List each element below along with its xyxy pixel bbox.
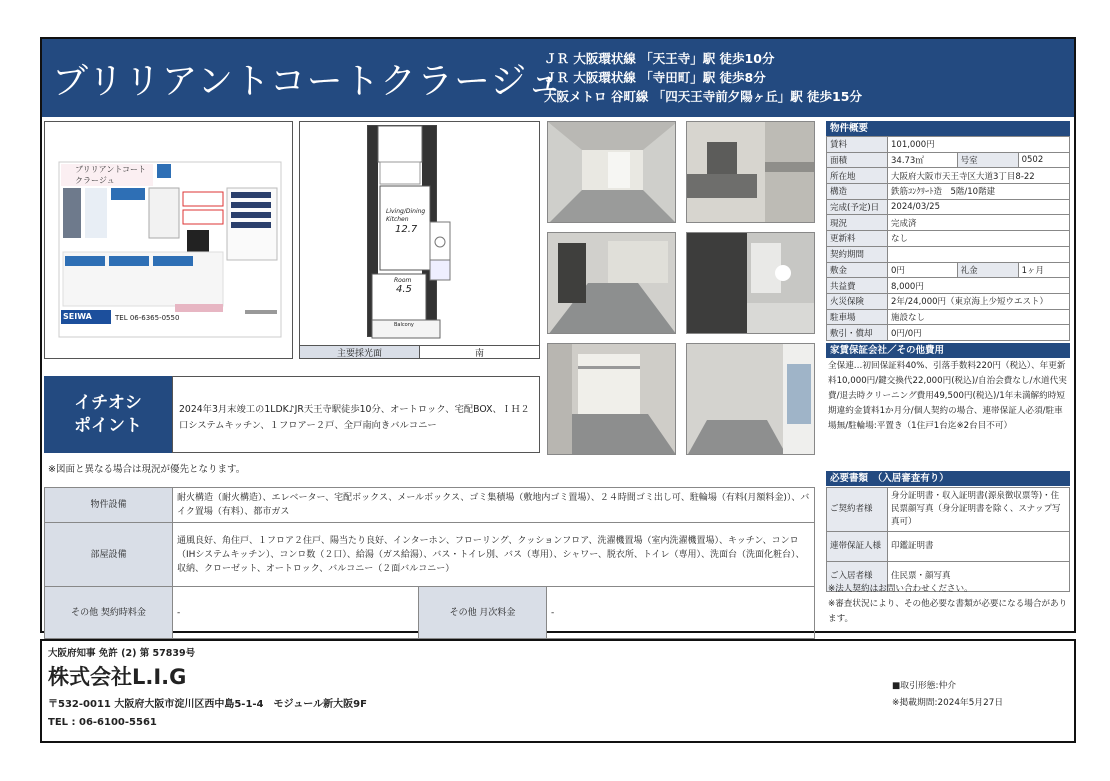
status-value: 完成済 bbox=[888, 215, 1070, 231]
photo-balcony-room[interactable] bbox=[686, 343, 815, 455]
pitch-label-line2: ポイント bbox=[74, 415, 142, 436]
structure-label: 構造 bbox=[827, 184, 888, 200]
table-row bbox=[827, 231, 1070, 247]
flyer-thumbnail[interactable] bbox=[44, 121, 293, 359]
agency-footer bbox=[40, 639, 1076, 743]
parking-label: 駐車場 bbox=[827, 309, 888, 325]
insurance-label: 火災保険 bbox=[827, 293, 888, 309]
sunlight-label: 主要採光面 bbox=[300, 346, 420, 358]
rent-label: 賃料 bbox=[827, 137, 888, 153]
monthly-fee-value: - bbox=[547, 587, 815, 639]
doc-contractor-label: ご契約者様 bbox=[827, 488, 888, 532]
property-name: ブリリアントコートクラージュ bbox=[52, 61, 564, 102]
doc-guarantor-value: 印鑑証明書 bbox=[888, 532, 1070, 562]
photo-bathroom[interactable] bbox=[686, 232, 815, 334]
pitch-label-line1: イチオシ bbox=[74, 392, 142, 413]
renewal-label: 更新料 bbox=[827, 231, 888, 247]
company-address: 〒532-0011 大阪府大阪市淀川区西中島5-1-4 モジュール新大阪9F bbox=[48, 699, 367, 710]
address-value: 大阪府大阪市天王寺区大道3丁目8-22 bbox=[888, 168, 1070, 184]
structure-value: 鉄筋ｺﾝｸﾘｰﾄ造 5階/10階建 bbox=[888, 184, 1070, 200]
photo-room[interactable] bbox=[547, 232, 676, 334]
deduction-label: 敷引・償却 bbox=[827, 325, 888, 341]
flyer-company: SEIWA bbox=[63, 312, 92, 321]
deposit-value: 0円 bbox=[888, 262, 958, 278]
documents-notes bbox=[828, 582, 1068, 627]
flyer-tel: TEL 06-6365-0550 bbox=[115, 314, 180, 322]
table-row bbox=[45, 488, 815, 523]
pitch-text: 2024年3月末竣工の1LDK♪JR天王寺駅徒歩10分、オートロック、宅配BOX、ＩＨ２口システムキッチン、１フロアー２戸、全戸南向きバルコニー bbox=[172, 376, 540, 453]
table-row bbox=[827, 246, 1070, 262]
sunlight-value: 南 bbox=[474, 348, 484, 359]
table-row bbox=[45, 523, 815, 587]
table-row bbox=[827, 262, 1070, 278]
station-1: ＪＲ 大阪環状線 「天王寺」駅 徒歩10分 bbox=[544, 51, 775, 66]
building-features-label: 物件設備 bbox=[45, 488, 173, 523]
station-list bbox=[544, 49, 862, 106]
room-no-value: 0502 bbox=[1018, 152, 1069, 168]
contract-fee-value: - bbox=[173, 587, 419, 639]
company-name: 株式会社L.I.G bbox=[48, 665, 187, 689]
room-size: 4.5 bbox=[396, 284, 412, 295]
room-no-label: 号室 bbox=[957, 152, 1018, 168]
priority-note: ※図面と異なる場合は現況が優先となります。 bbox=[48, 464, 246, 475]
ldk-label: Living/Dining Kitchen bbox=[386, 208, 426, 223]
table-row bbox=[827, 488, 1070, 532]
status-label: 現況 bbox=[827, 215, 888, 231]
pitch-label bbox=[44, 376, 172, 453]
doc-note-1: ※法人契約はお問い合わせください。 bbox=[828, 584, 973, 594]
deal-type: ■取引形態:仲介 bbox=[892, 681, 957, 691]
monthly-fee-label: その他 月次料金 bbox=[419, 587, 547, 639]
floor-plan[interactable] bbox=[299, 121, 540, 359]
table-row bbox=[827, 152, 1070, 168]
features-table bbox=[44, 487, 815, 639]
guarantee-text: 全保連…初回保証料40%、引落手数料220円（税込）、年更新料10,000円/鍵交換代22,000円(税込)/自治会費なし/水道代実費/退去時クリーニング費用49,500円(税込)/1年未満解約時短期違約金賃料1か月分/個人契約の場合、連帯保証人必須/駐車場無/駐輪場:平置き（1住戸1台迄※2台目不可） bbox=[828, 361, 1067, 431]
building-features-value: 耐火構造（耐火構造）、エレベーター、宅配ボックス、メールボックス、ゴミ集積場（敷地内ゴミ置場）、２４時間ゴミ出し可、駐輪場（有料(月額料金)）、バイク置場（有料）、都市ガス bbox=[173, 488, 815, 523]
renewal-value: なし bbox=[888, 231, 1070, 247]
table-row bbox=[827, 325, 1070, 341]
photo-ldk[interactable] bbox=[547, 121, 676, 223]
doc-contractor-value: 身分証明書・収入証明書(源泉徴収票等)・住民票顔写真（身分証明書を除く、スナップ写真可） bbox=[888, 488, 1070, 532]
table-row bbox=[45, 587, 815, 639]
common-fee-value: 8,000円 bbox=[888, 278, 1070, 294]
table-row bbox=[827, 532, 1070, 562]
contract-term-value bbox=[888, 246, 1070, 262]
table-row bbox=[827, 199, 1070, 215]
rent-value: 101,000円 bbox=[888, 137, 1070, 153]
key-money-value: 1ヶ月 bbox=[1018, 262, 1069, 278]
license-number: 大阪府知事 免許 (2) 第 57839号 bbox=[48, 648, 196, 659]
overview-title: 物件概要 bbox=[826, 121, 1070, 136]
doc-guarantor-label: 連帯保証人様 bbox=[827, 532, 888, 562]
flyer-image bbox=[45, 122, 294, 360]
table-row bbox=[827, 215, 1070, 231]
insurance-value: 2年/24,000円（東京海上少短ウエスト） bbox=[888, 293, 1070, 309]
common-fee-label: 共益費 bbox=[827, 278, 888, 294]
area-value: 34.73㎡ bbox=[888, 152, 958, 168]
overview-table bbox=[826, 136, 1070, 341]
doc-resident-value: 住民票・顔写真 bbox=[888, 562, 1070, 592]
table-row bbox=[827, 293, 1070, 309]
doc-resident-label: ご入居者様 bbox=[827, 562, 888, 592]
balcony-label: Balcony bbox=[394, 322, 414, 328]
photo-closet[interactable] bbox=[547, 343, 676, 455]
area-label: 面積 bbox=[827, 152, 888, 168]
key-money-label: 礼金 bbox=[957, 262, 1018, 278]
completion-value: 2024/03/25 bbox=[888, 199, 1070, 215]
deduction-value: 0円/0円 bbox=[888, 325, 1070, 341]
floor-plan-drawing bbox=[300, 122, 541, 360]
table-row bbox=[827, 309, 1070, 325]
header-banner bbox=[42, 39, 1074, 117]
table-row bbox=[827, 184, 1070, 200]
room-label: Room bbox=[394, 277, 412, 284]
station-3: 大阪メトロ 谷町線 「四天王寺前夕陽ヶ丘」駅 徒歩15分 bbox=[544, 89, 862, 104]
completion-label: 完成(予定)日 bbox=[827, 199, 888, 215]
address-label: 所在地 bbox=[827, 168, 888, 184]
room-features-label: 部屋設備 bbox=[45, 523, 173, 587]
company-tel[interactable]: TEL : 06-6100-5561 bbox=[48, 717, 157, 728]
sunlight-row bbox=[299, 345, 540, 359]
deposit-label: 敷金 bbox=[827, 262, 888, 278]
contract-term-label: 契約期間 bbox=[827, 246, 888, 262]
doc-note-2: ※審査状況により、その他必要な書類が必要になる場合があります。 bbox=[828, 599, 1068, 624]
documents-title: 必要書類 （入居審査有り） bbox=[826, 471, 1070, 486]
room-features-value: 通風良好、角住戸、１フロア２住戸、陽当たり良好、インターホン、フローリング、クッションフロア、洗濯機置場（室内洗濯機置場）、キッチン、コンロ（IHシステムキッチン）、コンロ数（２口）、給湯（ガス給湯）、バス・トイレ別、バス（専用）、シャワー、脱衣所、トイレ（専用）、洗面台（洗面化粧台）、収納、クローゼット、オートロック、バルコニー（２面バルコニー） bbox=[173, 523, 815, 587]
table-row bbox=[827, 278, 1070, 294]
documents-table bbox=[826, 487, 1070, 592]
station-2: ＪＲ 大阪環状線 「寺田町」駅 徒歩8分 bbox=[544, 70, 766, 85]
ldk-size: 12.7 bbox=[395, 224, 418, 235]
flyer-title: ブリリアントコート クラージュ bbox=[75, 165, 147, 185]
table-row bbox=[827, 168, 1070, 184]
parking-value: 施設なし bbox=[888, 309, 1070, 325]
contract-fee-label: その他 契約時料金 bbox=[45, 587, 173, 639]
photo-kitchen[interactable] bbox=[686, 121, 815, 223]
guarantee-title: 家賃保証会社／その他費用 bbox=[826, 343, 1070, 358]
published-date: ※掲載期間:2024年5月27日 bbox=[892, 698, 1004, 708]
table-row bbox=[827, 137, 1070, 153]
